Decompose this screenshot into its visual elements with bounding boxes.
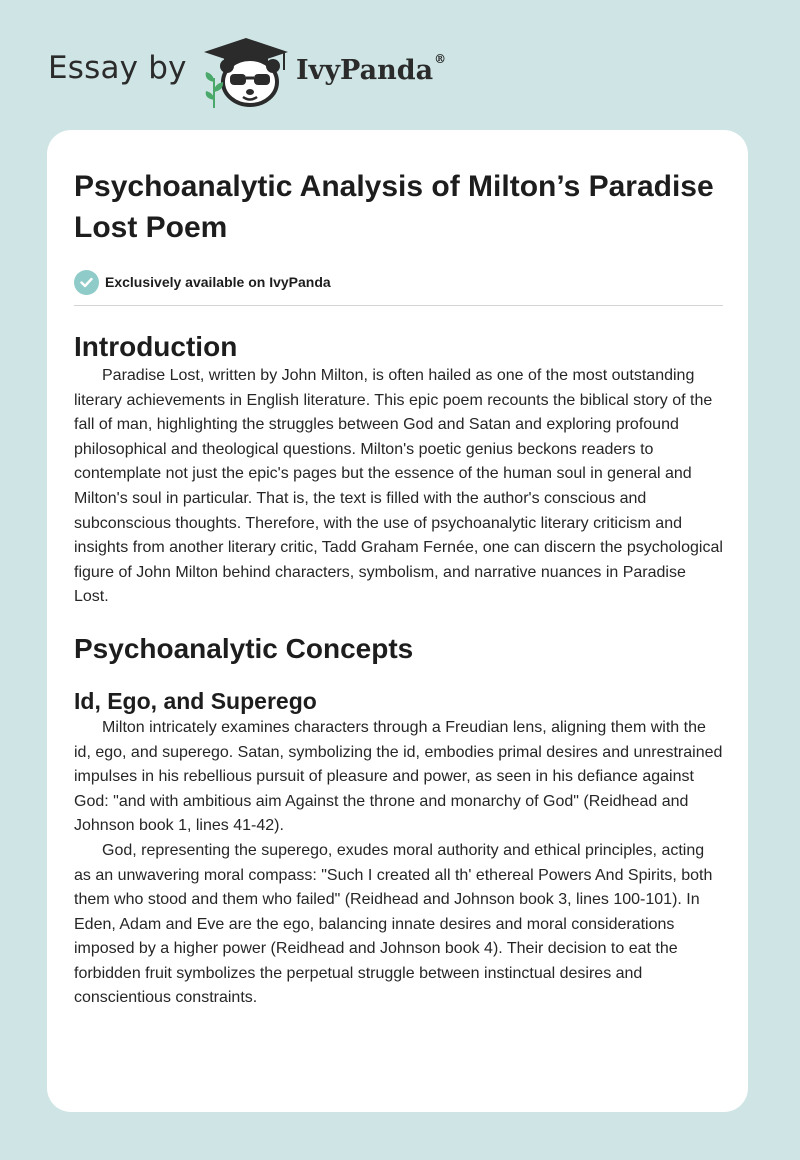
- panda-logo-icon[interactable]: [200, 36, 292, 110]
- brand-text: IvyPanda: [296, 55, 434, 86]
- brand-name[interactable]: [296, 52, 447, 86]
- registered-mark: ®: [434, 52, 447, 66]
- heading-introduction: Introduction: [74, 331, 238, 362]
- essay-content: [74, 166, 723, 1011]
- check-circle-icon: [74, 270, 99, 295]
- page-title: Psychoanalytic Analysis of Milton’s Paradise Lost Poem: [74, 170, 714, 244]
- exclusive-badge: [74, 269, 723, 295]
- badge-label: Exclusively available on IvyPanda: [105, 274, 331, 290]
- paragraph-introduction: Paradise Lost, written by John Milton, is often hailed as one of the most outstanding literary achievements in English literature. This epic poem recounts the biblical story of the fall of man, highlighting the struggles between God and Satan and exploring profound philosophical and theological questions. Milton's poetic genius beckons readers to contemplate not just the epic's pages but the essence of the human soul in general and Milton's soul in particular. That is, the text is filled with the author's conscious and subconscious thoughts. Therefore, with the use of psychoanalytic literary criticism and insights from another literary critic, Tadd Graham Fernée, one can discern the psychological figure of John Milton behind characters, symbolism, and narrative nuances in Paradise Lost.: [74, 367, 723, 606]
- site-header: [0, 0, 800, 120]
- paragraph-id-ego-1: Milton intricately examines characters through a Freudian lens, aligning them with the id, ego, and superego. Satan, symbolizing the id, embodies primal desires and unrestrained impulses in his rebellious pursuit of pleasure and power, as seen in his defiance against God: "and with ambitious aim Against the throne and monarchy of God" (Reidhead and Johnson book 1, lines 41-42).: [74, 718, 723, 835]
- essay-by-label: Essay by: [48, 50, 187, 86]
- paragraph-id-ego-2: God, representing the superego, exudes moral authority and ethical principles, acting as an unwavering moral compass: "Such I created all th' ethereal Powers And Spirits, both them who stood and them who failed" (Reidhead and Johnson book 3, lines 100-101). In Eden, Adam and Eve are the ego, balancing innate desires and moral considerations imposed by a higher power (Reidhead and Johnson book 4). Their decision to eat the forbidden fruit symbolizes the perpetual struggle between instinctual desires and conscientious constraints.: [74, 841, 713, 1007]
- essay-card: [47, 130, 748, 1112]
- heading-id-ego-superego: Id, Ego, and Superego: [74, 687, 317, 714]
- heading-psychoanalytic-concepts: Psychoanalytic Concepts: [74, 632, 414, 664]
- divider: [74, 305, 723, 306]
